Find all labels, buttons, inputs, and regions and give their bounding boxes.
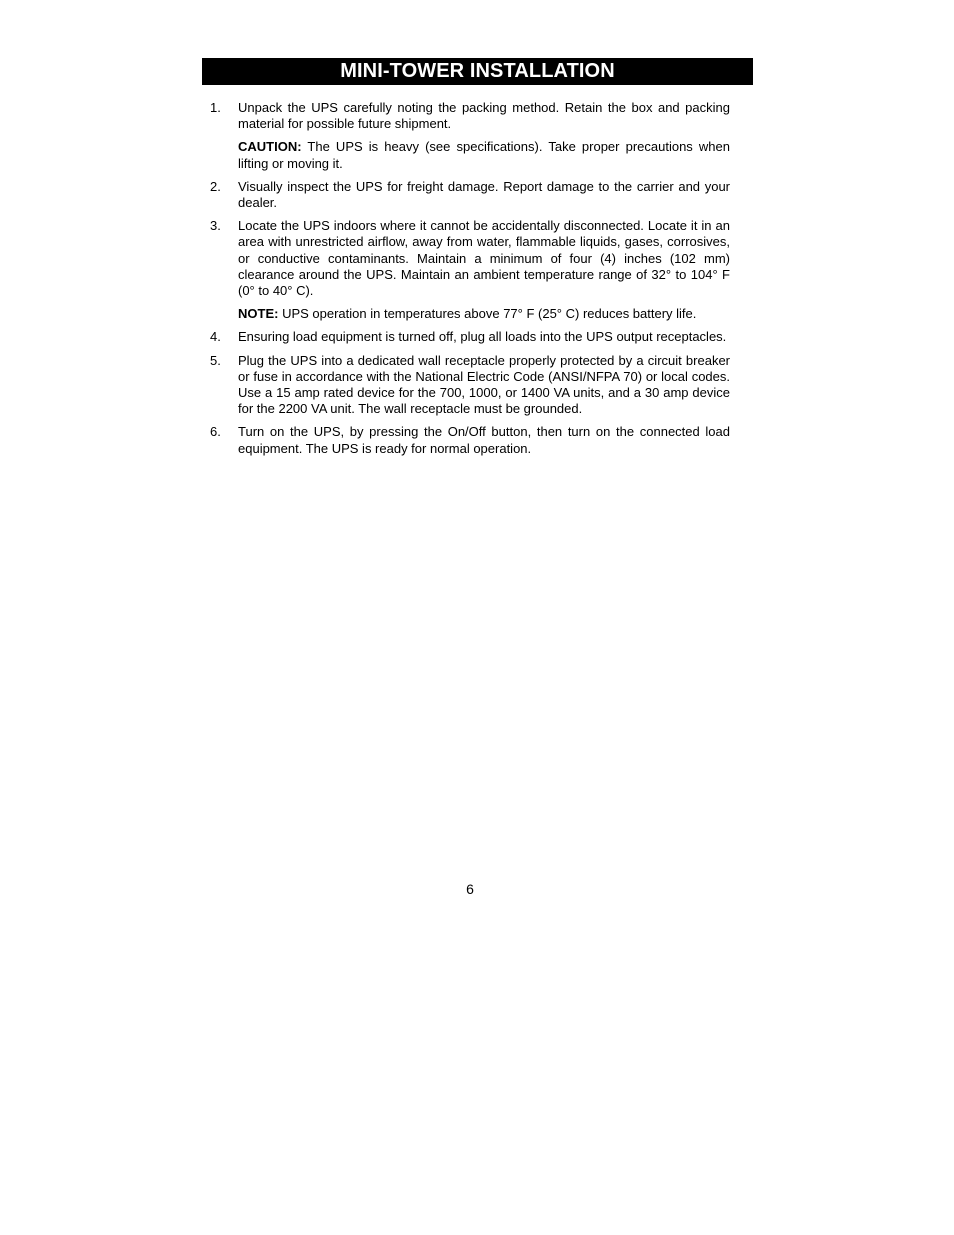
step-number: 5. [210,352,221,368]
step-text: Unpack the UPS carefully noting the packing method. Retain the box and packing material for possible future shipment. [238,100,730,132]
step-text: Visually inspect the UPS for freight damage. Report damage to the carrier and your dealer. [238,178,730,211]
step-text: Plug the UPS into a dedicated wall receptacle properly protected by a circuit breaker or fuse in accordance with the National Electric Code (ANSI/NFPA 70) or local codes. Use a 15 amp rated device for the 700, 1000, or 1400 VA units, and a 30 amp device for the 2200 VA unit. The wall receptacle must be grounded. [238,352,730,417]
note-text: UPS operation in temperatures above 77° F (25° C) reduces battery life. [278,306,697,322]
temperature-note [238,306,730,322]
list-item-step-6 [210,424,730,456]
step-body [238,353,730,418]
list-item-step-5 [210,353,730,418]
list-item-step-2 [210,179,730,211]
caution-note [238,139,730,171]
step-body [238,100,730,172]
note-label: NOTE: [238,306,279,322]
list-item-step-3 [210,218,730,322]
step-number: 6. [210,424,221,440]
installation-steps-list [210,100,730,464]
step-body [238,218,730,322]
step-text: Ensuring load equipment is turned off, plug all loads into the UPS output receptacles. [238,329,727,345]
step-body [238,329,730,345]
caution-text: The UPS is heavy (see specifications). Take proper precautions when lifting or moving it. [238,139,730,171]
list-item-step-1 [210,100,730,172]
step-number: 4. [210,329,221,345]
step-number: 1. [210,100,221,115]
step-body [238,179,730,211]
list-item-step-4 [210,329,730,345]
caution-label: CAUTION: [238,139,302,155]
step-text: Locate the UPS indoors where it cannot be accidentally disconnected. Locate it in an area with unrestricted airflow, away from water, flammable liquids, gases, corrosives, or conductive contaminants. Maintain a minimum of four (4) inches (102 mm) clearance around the UPS. Maintain an ambient temperature range of 32° to 104° F (0° to 40° C). [238,218,730,299]
page-number: 6 [466,881,474,897]
step-number: 3. [210,218,221,234]
step-text: Turn on the UPS, by pressing the On/Off button, then turn on the connected load equipment. The UPS is ready for normal operation. [238,424,730,456]
step-body [238,424,730,456]
page-title: MINI-TOWER INSTALLATION [202,58,753,85]
step-number: 2. [210,178,221,194]
